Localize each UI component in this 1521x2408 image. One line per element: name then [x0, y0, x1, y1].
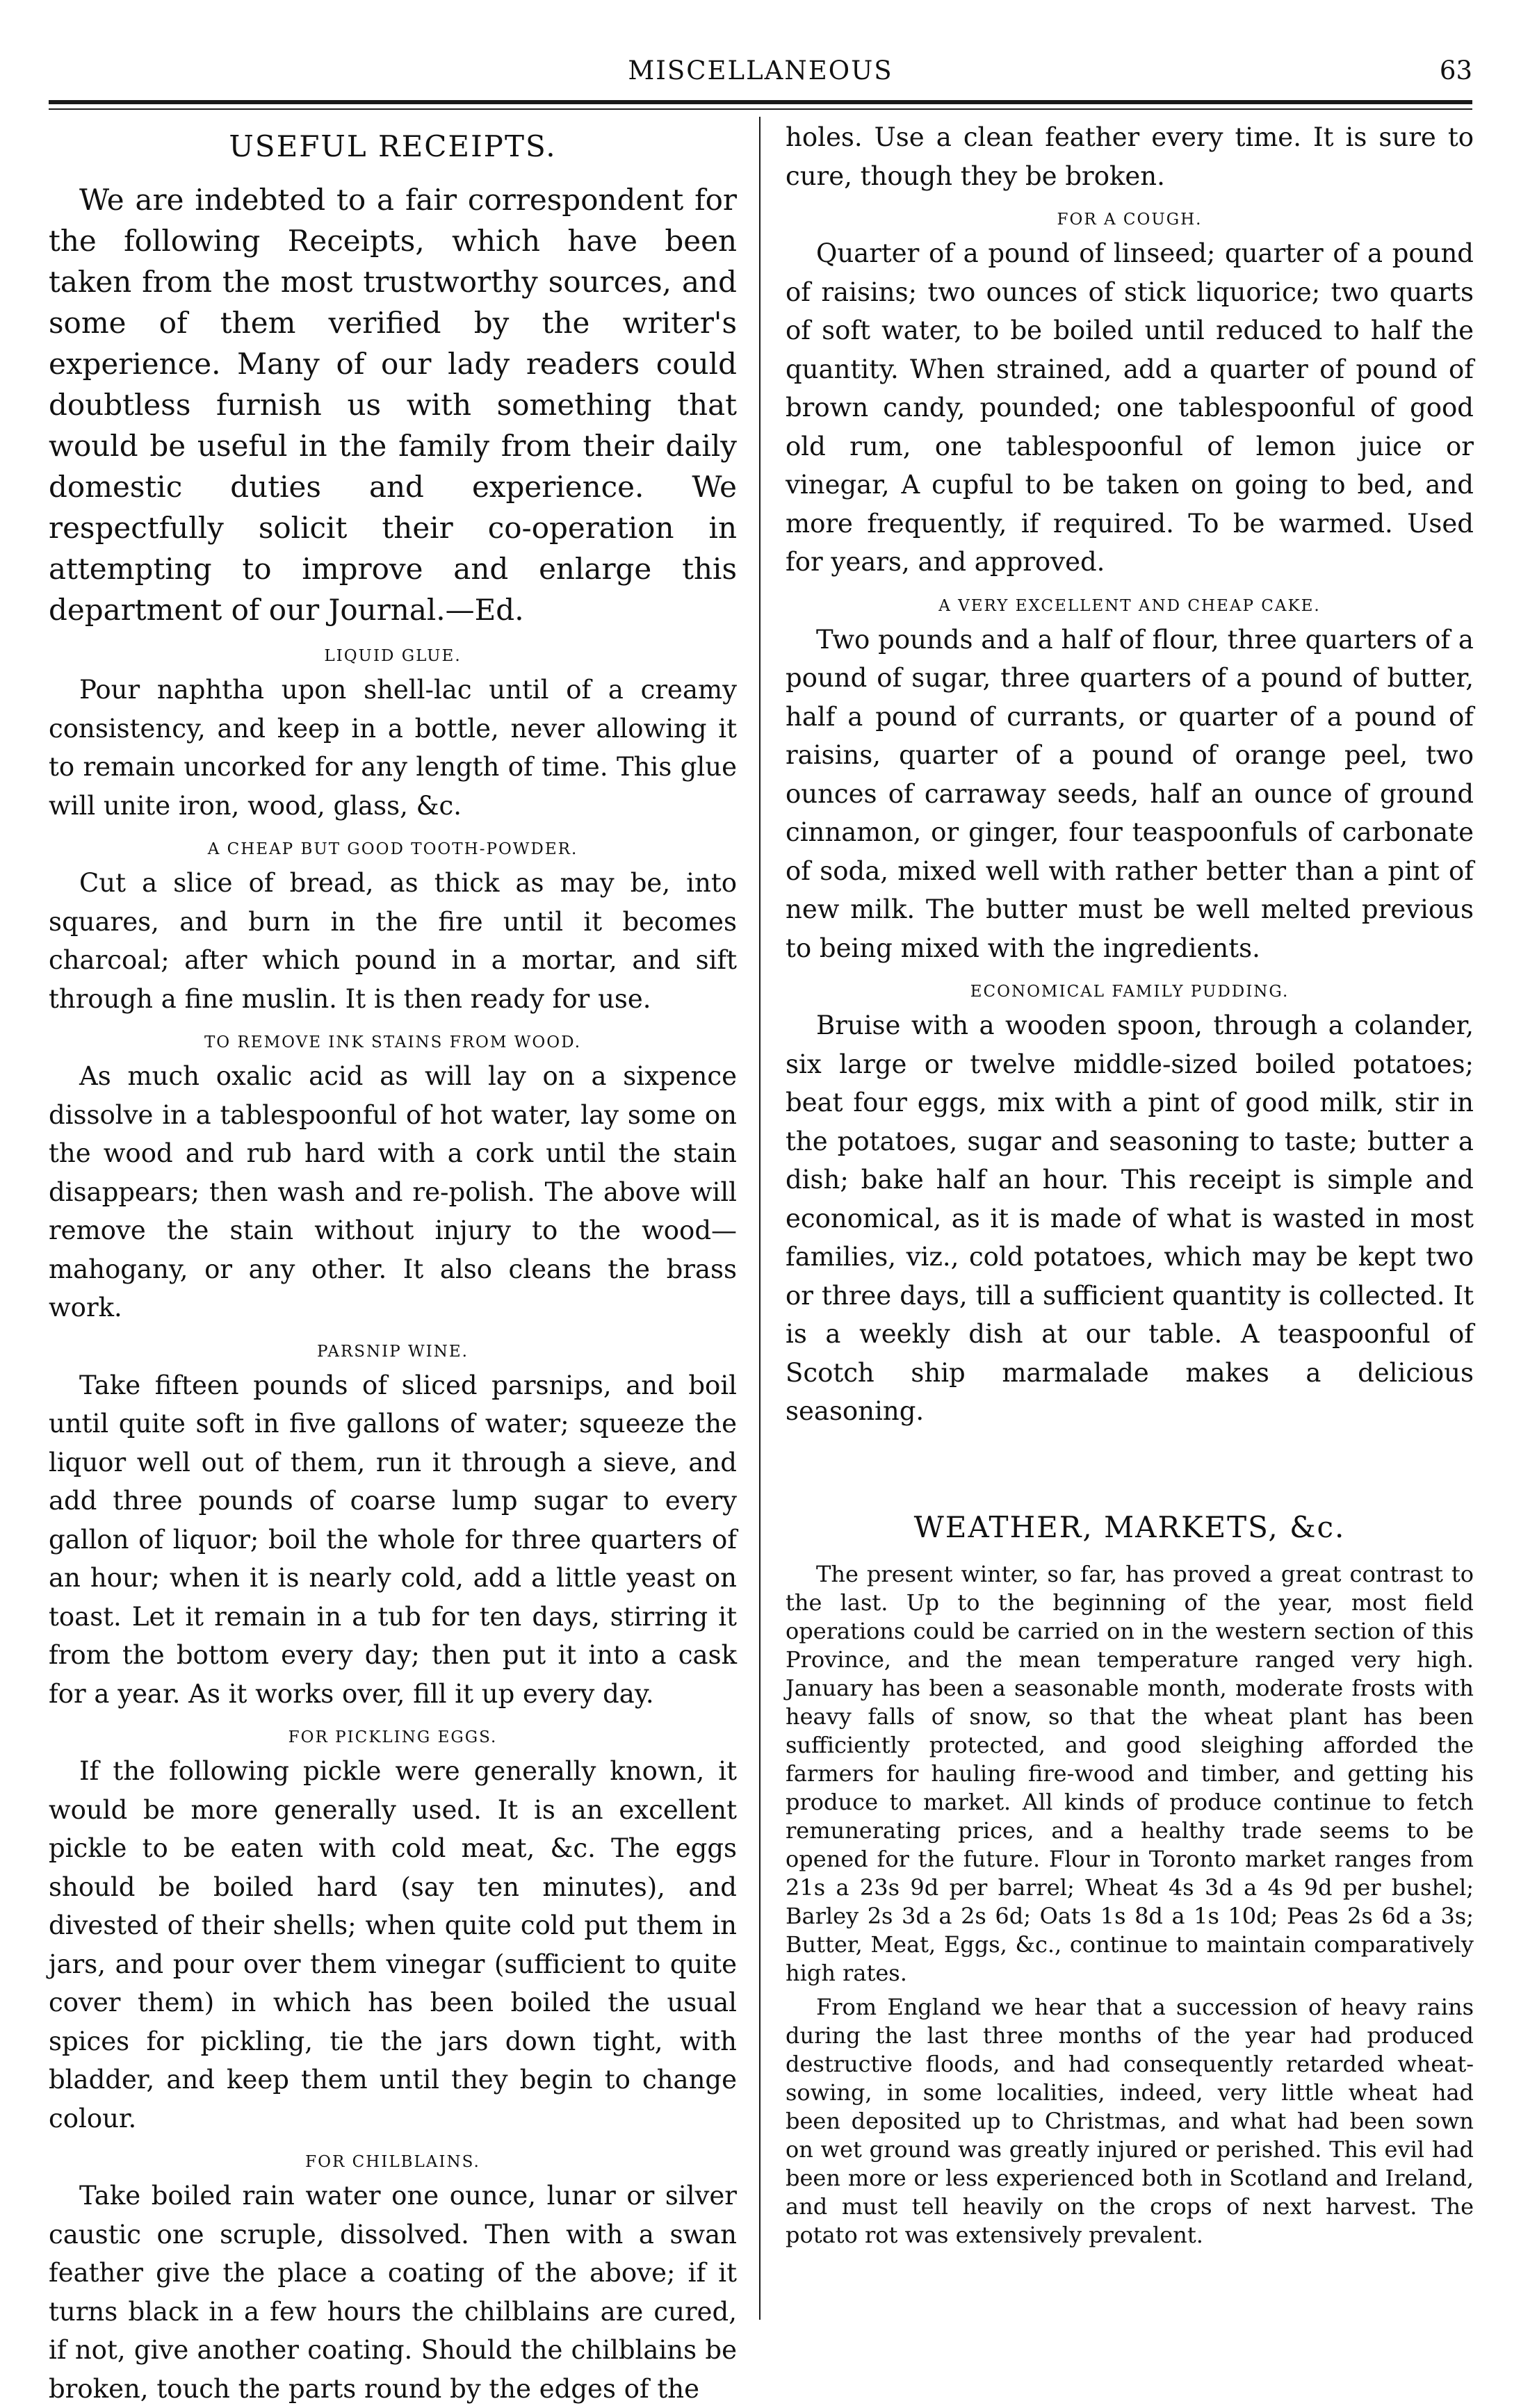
receipt-heading-parsnip-wine: PARSNIP WINE. — [317, 1342, 469, 1361]
receipt-heading-ink-stains: TO REMOVE INK STAINS FROM WOOD. — [204, 1033, 582, 1051]
receipt-heading-tooth-powder: A CHEAP BUT GOOD TOOTH-POWDER. — [207, 840, 578, 858]
receipt-text-family-pudding: Bruise with a wooden spoon, through a colander, six large or twelve middle-sized boiled potatoes; beat four eggs, mix with a pint of good milk, stir in the potatoes, sugar and seasoning to taste; butter a dish; bake half an hour. This receipt is simple and economical, as it is made of what is wasted in most families, viz., cold potatoes, which may be kept two or three days, till a sufficient quantity is collected. It is a weekly dish at our table. A teaspoonful of Scotch ship marmalade makes a delicious seasoning. — [786, 1010, 1474, 1426]
header-rule-thick — [49, 100, 1472, 104]
receipt-heading-pickling-eggs: FOR PICKLING EGGS. — [288, 1728, 498, 1746]
receipt-heading-cake: A VERY EXCELLENT AND CHEAP CAKE. — [938, 596, 1321, 615]
page-number: 63 — [1439, 56, 1472, 85]
receipt-text-tooth-powder: Cut a slice of bread, as thick as may be, into squares, and burn in the fire until it becomes charcoal; after which pound in a mortar, and sift through a fine muslin. It is then ready for use. — [49, 868, 737, 1014]
receipt-heading-family-pudding: ECONOMICAL FAMILY PUDDING. — [970, 983, 1290, 1001]
receipt-heading-cough: FOR A COUGH. — [1057, 211, 1203, 229]
receipt-text-pickling-eggs: If the following pickle were generally known, it would be more generally used. It is an excellent pickle to be eaten with cold meat, &c. The eggs should be boiled hard (say ten minutes), and divested of their shells; when quite cold put them in jars, and pour over them vinegar (sufficient to quite cover them) in which has been boiled the usual spices for pickling, tie the jars down tight, with bladder, and keep them until they begin to change colour. — [49, 1756, 737, 2133]
chilblains-continued-text: holes. Use a clean feather every time. It is sure to cure, though they be broken. — [786, 122, 1474, 191]
receipt-text-cough: Quarter of a pound of linseed; quarter of a pound of raisins; two ounces of stick liquorice; two quarts of soft water, to be boiled until reduced to half the quantity. When strained, add a quarter of pound of brown candy, pounded; one tablespoonful of good old rum, one tablespoonful of lemon juice or vinegar, A cupful to be taken on going to bed, and more frequently, if required. To be warmed. Used for years, and approved. — [786, 238, 1474, 577]
receipts-intro: We are indebted to a fair correspondent for the following Receipts, which have been taken from the most trustworthy sources, and some of them verified by the writer's experience. Many of our lady readers could doubtless furnish us with something that would be useful in the family from their daily domestic duties and experience. We respectfully solicit their co-operation in attempting to improve and enlarge this department of our Journal.—Ed. — [49, 183, 737, 627]
running-header — [49, 56, 1472, 97]
running-title: MISCELLANEOUS — [628, 56, 893, 85]
receipt-text-parsnip-wine: Take fifteen pounds of sliced parsnips, and boil until quite soft in five gallons of water; squeeze the liquor well out of them, run it through a sieve, and add three pounds of coarse lump sugar to every gallon of liquor; boil the whole for three quarters of an hour; when it is nearly cold, add a little yeast on toast. Let it remain in a tub for ten days, stirring it from the bottom every day; then put it into a cask for a year. As it works over, fill it up every day. — [49, 1370, 737, 1709]
receipt-text-chilblains: Take boiled rain water one ounce, lunar or silver caustic one scruple, dissolved. Then with a swan feather give the place a coating of the above; if it turns black in a few hours the chilblains are cured, if not, give another coating. Should the chilblains be broken, touch the parts round by the edges of the — [49, 2181, 737, 2404]
weather-markets-title: WEATHER, MARKETS, &c. — [913, 1509, 1346, 1544]
weather-paragraph: The present winter, so far, has proved a great contrast to the last. Up to the beginning of the year, most field operations could be carried on in the western section of this Province, and the mean temperature ranged very high. January has been a seasonable month, moderate frosts with heavy falls of snow, so that the wheat plant has been sufficiently protected, and good sleighing afforded the farmers for hauling fire-wood and timber, and getting his produce to market. All kinds of produce continue to fetch remunerating prices, and a healthy trade seems to be opened for the future. Flour in Toronto market ranges from 21s a 23s 9d per barrel; Wheat 4s 3d a 4s 9d per bushel; Barley 2s 3d a 2s 6d; Oats 1s 8d a 1s 10d; Peas 2s 6d a 3s; Butter, Meat, Eggs, &c., continue to maintain comparatively high rates. — [786, 1560, 1474, 1986]
receipt-heading-chilblains: FOR CHILBLAINS. — [305, 2153, 480, 2171]
right-column — [786, 118, 1474, 2336]
column-divider — [759, 117, 760, 2320]
receipt-text-ink-stains: As much oxalic acid as will lay on a sixpence dissolve in a tablespoonful of hot water, lay some on the wood and rub hard with a cork until the stain disappears; then wash and re-polish. The above will remove the stain without injury to the wood—mahogany, or any other. It also cleans the brass work. — [49, 1061, 737, 1322]
receipt-text-cake: Two pounds and a half of flour, three quarters of a pound of sugar, three quarters of a pound of butter, half a pound of currants, or quarter of a pound of raisins, quarter of a pound of orange peel, two ounces of carraway seeds, half an ounce of ground cinnamon, or ginger, four teaspoonfuls of carbonate of soda, mixed well with rather better than a pint of new milk. The butter must be well melted previous to being mixed with the ingredients. — [786, 624, 1474, 963]
receipt-text-liquid-glue: Pour naphtha upon shell-lac until of a creamy consistency, and keep in a bottle, never allowing it to remain uncorked for any length of time. This glue will unite iron, wood, glass, &c. — [49, 675, 737, 821]
england-paragraph: From England we hear that a succession of heavy rains during the last three months of the year had produced destructive floods, and had consequently retarded wheat-sowing, in some localities, indeed, very little wheat had been deposited up to Christmas, and what had been sown on wet ground was greatly injured or perished. This evil had been more or less experienced both in Scotland and Ireland, and must tell heavily on the crops of next harvest. The potato rot was extensively prevalent. — [786, 1993, 1474, 2248]
receipt-heading-liquid-glue: LIQUID GLUE. — [324, 647, 462, 665]
header-rule-thin — [49, 108, 1472, 110]
useful-receipts-title: USEFUL RECEIPTS. — [229, 129, 557, 163]
left-column — [49, 118, 737, 2404]
